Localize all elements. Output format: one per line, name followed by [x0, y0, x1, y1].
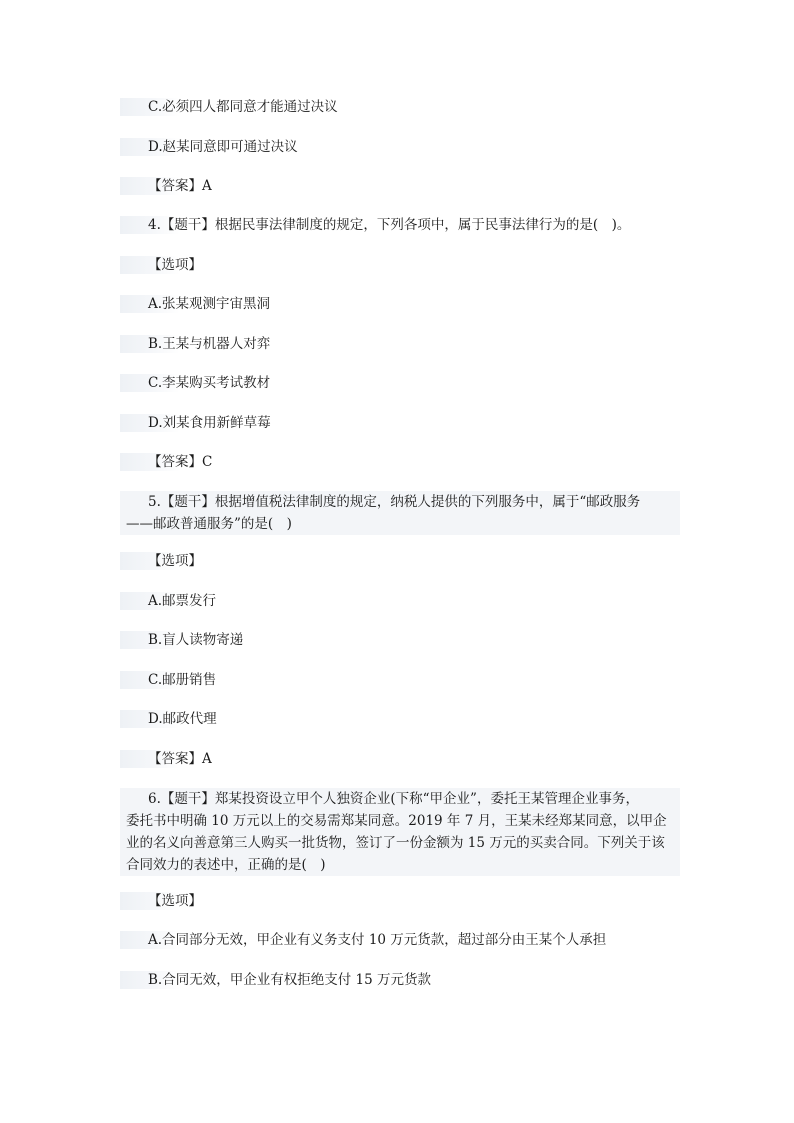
- q5-stem-line-1: 5.【题干】根据增值税法律制度的规定，纳税人提供的下列服务中，属于“邮政服务: [148, 494, 641, 510]
- q6-stem-line-3: 业的名义向善意第三人购买一批货物，签订了一份金额为 15 万元的买卖合同。下列关于该: [126, 835, 665, 851]
- q5-option-c: C.邮册销售: [120, 671, 219, 689]
- q3-option-c: C.必须四人都同意才能通过决议: [120, 98, 341, 116]
- q3-answer: 【答案】A: [120, 177, 215, 195]
- q4-options-label: 【选项】: [120, 256, 205, 274]
- q6-stem: [120, 788, 680, 876]
- q6-stem-line-1: 6.【题干】郑某投资设立甲个人独资企业(下称“甲企业”，委托王某管理企业事务，: [148, 791, 639, 807]
- q4-option-b: B.王某与机器人对弈: [120, 335, 273, 353]
- q5-option-d: D.邮政代理: [120, 710, 220, 728]
- q4-option-d: D.刘某食用新鲜草莓: [120, 414, 274, 432]
- q6-stem-line-2: 委托书中明确 10 万元以上的交易需郑某同意。2019 年 7 月，王某未经郑某同意，以甲企: [126, 813, 667, 829]
- q5-options-label: 【选项】: [120, 552, 205, 570]
- q6-option-a: A.合同部分无效，甲企业有义务支付 10 万元货款，超过部分由王某个人承担: [120, 931, 609, 949]
- q4-option-a: A.张某观测宇宙黑洞: [120, 295, 273, 313]
- q6-stem-line-4: 合同效力的表述中，正确的是( ): [126, 857, 326, 873]
- q5-stem: [120, 491, 680, 535]
- q5-option-a: A.邮票发行: [120, 592, 219, 610]
- q4-stem: 4.【题干】根据民事法律制度的规定，下列各项中，属于民事法律行为的是( )。: [120, 216, 633, 234]
- q3-option-d: D.赵某同意即可通过决议: [120, 138, 301, 156]
- q4-option-c: C.李某购买考试教材: [120, 374, 273, 392]
- q6-option-b: B.合同无效，甲企业有权拒绝支付 15 万元货款: [120, 971, 434, 989]
- q5-answer: 【答案】A: [120, 750, 215, 768]
- q4-answer: 【答案】C: [120, 453, 215, 471]
- q6-options-label: 【选项】: [120, 892, 205, 910]
- q5-stem-line-2: ——邮政普通服务”的是( ): [126, 516, 292, 532]
- q5-option-b: B.盲人读物寄递: [120, 631, 246, 649]
